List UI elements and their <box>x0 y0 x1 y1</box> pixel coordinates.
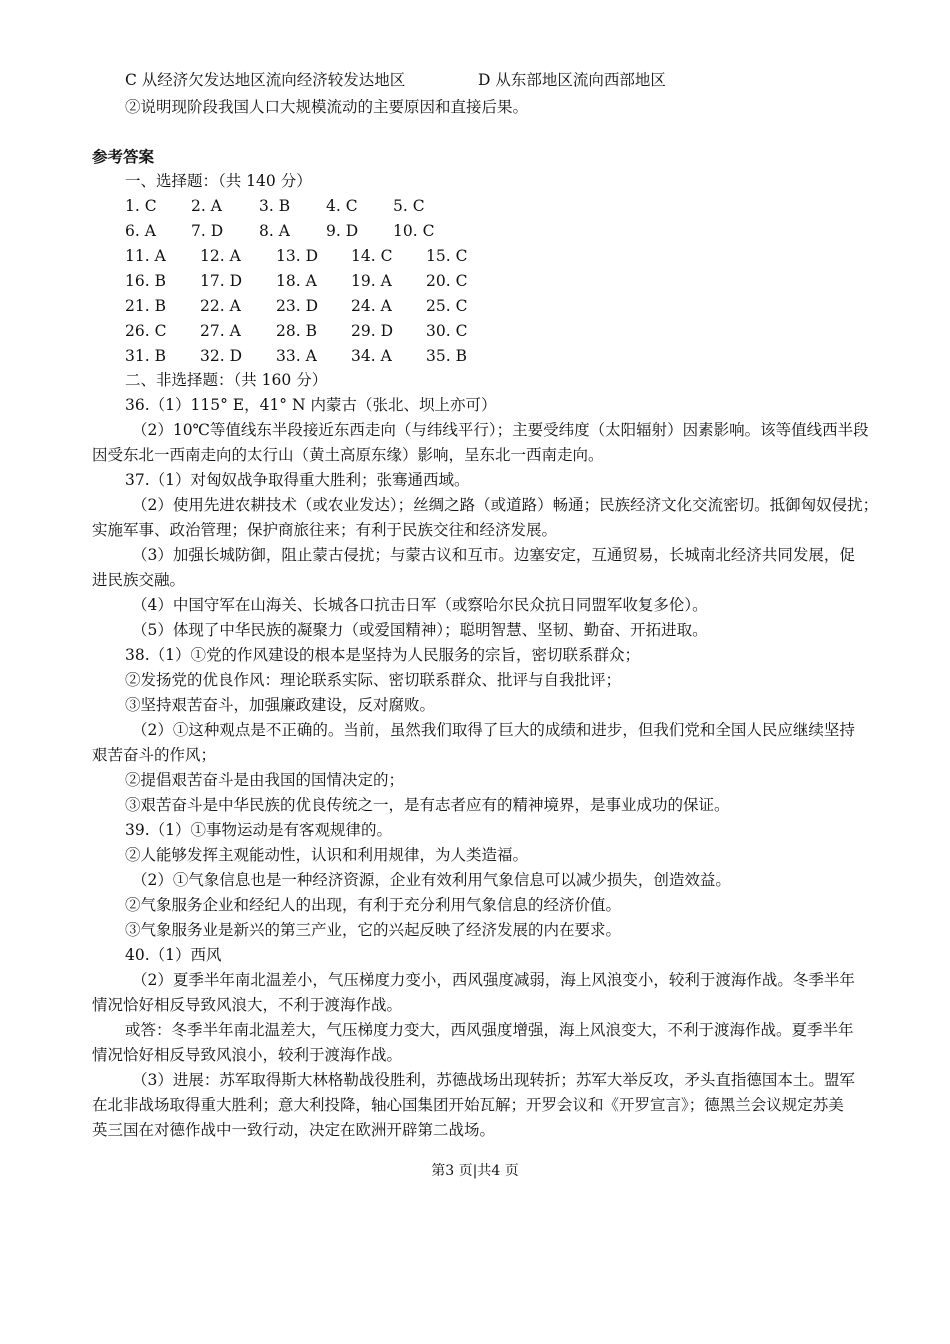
choice-answer: 30. C <box>426 322 468 340</box>
choice-answer: 33. A <box>276 347 317 365</box>
q39-part1-line2: ②人能够发挥主观能动性，认识和利用规律，为人类造福。 <box>125 846 529 864</box>
choice-answer: 21. B <box>125 297 166 315</box>
q36-part2-line2: 因受东北一西南走向的太行山（黄土高原东缘）影响，呈东北一西南走向。 <box>92 446 604 464</box>
page-footer: 第3 页|共4 页 <box>431 1163 519 1179</box>
q38-part2-line1: （2）①这种观点是不正确的。当前，虽然我们取得了巨大的成绩和进步，但我们党和全国人民应继续坚持 <box>132 721 855 739</box>
choice-answer: 2. A <box>191 197 222 215</box>
choice-answer: 18. A <box>276 272 317 290</box>
q39-part1-line1: 39.（1）①事物运动是有客观规律的。 <box>125 821 393 839</box>
choice-answer: 3. B <box>259 197 291 215</box>
q37-part4: （4）中国守军在山海关、长城各口抗击日军（或察哈尔民众抗日同盟军收复多伦）。 <box>132 596 708 614</box>
choice-answer: 23. D <box>276 297 319 315</box>
q40-part2-alt-line1: 或答：冬季半年南北温差大，气压梯度力变大，西风强度增强，海上风浪变大，不利于渡海作战。夏季半年 <box>125 1021 854 1039</box>
q36-part2-line1: （2）10℃等值线东半段接近东西走向（与纬线平行）；主要受纬度（太阳辐射）因素影响。该等值线西半段 <box>132 421 869 439</box>
q40-part3-line1: （3）进展：苏军取得斯大林格勒战役胜利，苏德战场出现转折；苏军大举反攻，矛头直指德国本土。盟军 <box>132 1071 855 1089</box>
q40-part2-line2: 情况恰好相反导致风浪大，不利于渡海作战。 <box>92 996 403 1014</box>
choice-answer: 34. A <box>351 347 392 365</box>
q40-part3-line3: 英三国在对德作战中一致行动，决定在欧洲开辟第二战场。 <box>92 1121 496 1139</box>
q40-part2-line1: （2）夏季半年南北温差小，气压梯度力变小，西风强度减弱，海上风浪变小，较利于渡海作战。冬季半年 <box>132 971 855 989</box>
choice-answer: 24. A <box>351 297 392 315</box>
choice-answer: 16. B <box>125 272 166 290</box>
choice-answer: 27. A <box>200 322 241 340</box>
q37-part2-line1: （2）使用先进农耕技术（或农业发达）；丝绸之路（或道路）畅通；民族经济文化交流密切。抵御匈奴侵扰； <box>132 496 879 514</box>
q39-part2-line3: ③气象服务业是新兴的第三产业，它的兴起反映了经济发展的内在要求。 <box>125 921 622 939</box>
section1-title: 一、选择题：（共 140 分） <box>125 172 312 190</box>
choice-answer: 26. C <box>125 322 167 340</box>
q38-part2-line3: ②提倡艰苦奋斗是由我国的国情决定的； <box>125 771 405 789</box>
q39-part2-line1: （2）①气象信息也是一种经济资源，企业有效利用气象信息可以减少损失，创造效益。 <box>132 871 731 889</box>
q38-part1-line1: 38.（1）①党的作风建设的根本是坚持为人民服务的宗旨，密切联系群众； <box>125 646 641 664</box>
q38-part1-line2: ②发扬党的优良作风：理论联系实际、密切联系群众、批评与自我批评； <box>125 671 622 689</box>
choice-answer: 22. A <box>200 297 241 315</box>
sub-question-2: ②说明现阶段我国人口大规模流动的主要原因和直接后果。 <box>125 98 529 116</box>
choice-answer: 19. A <box>351 272 392 290</box>
choice-answer: 35. B <box>426 347 467 365</box>
choice-answer: 6. A <box>125 222 156 240</box>
q40-part1: 40.（1）西风 <box>125 946 222 964</box>
q38-part2-line4: ③艰苦奋斗是中华民族的优良传统之一，是有志者应有的精神境界，是事业成功的保证。 <box>125 796 730 814</box>
choice-answer: 14. C <box>351 247 393 265</box>
choice-answer: 29. D <box>351 322 394 340</box>
choice-answer: 31. B <box>125 347 166 365</box>
choice-answer: 11. A <box>125 247 166 265</box>
q37-part1: 37.（1）对匈奴战争取得重大胜利；张骞通西域。 <box>125 471 470 489</box>
choice-answer: 8. A <box>259 222 290 240</box>
choice-answer: 32. D <box>200 347 243 365</box>
choice-answer: 28. B <box>276 322 317 340</box>
option-c: C 从经济欠发达地区流向经济较发达地区 <box>125 71 406 89</box>
choice-answer: 7. D <box>191 222 224 240</box>
q36-part1: 36.（1）115° E，41° N 内蒙古（张北、坝上亦可） <box>125 396 497 414</box>
q38-part2-line2: 艰苦奋斗的作风； <box>92 746 217 764</box>
choice-answer: 17. D <box>200 272 243 290</box>
q39-part2-line2: ②气象服务企业和经纪人的出现，有利于充分利用气象信息的经济价值。 <box>125 896 622 914</box>
choice-answer: 5. C <box>393 197 425 215</box>
q40-part2-alt-line2: 情况恰好相反导致风浪小，较利于渡海作战。 <box>92 1046 403 1064</box>
option-d: D 从东部地区流向西部地区 <box>478 71 666 89</box>
choice-answer: 15. C <box>426 247 468 265</box>
answers-heading: 参考答案 <box>92 147 155 166</box>
choice-answer: 9. D <box>326 222 359 240</box>
q40-part3-line2: 在北非战场取得重大胜利；意大利投降，轴心国集团开始瓦解；开罗会议和《开罗宣言》；德黑兰会议规定苏美 <box>92 1096 844 1114</box>
q37-part5: （5）体现了中华民族的凝聚力（或爱国精神）；聪明智慧、坚韧、勤奋、开拓进取。 <box>132 621 708 639</box>
choice-answer: 1. C <box>125 197 157 215</box>
choice-answer: 12. A <box>200 247 241 265</box>
q37-part3-line1: （3）加强长城防御，阻止蒙古侵扰；与蒙古议和互市。边塞安定，互通贸易，长城南北经济共同发展，促 <box>132 546 855 564</box>
choice-answer: 4. C <box>326 197 358 215</box>
choice-answer: 10. C <box>393 222 435 240</box>
section2-title: 二、非选择题：（共 160 分） <box>125 371 328 389</box>
q38-part1-line3: ③坚持艰苦奋斗，加强廉政建设，反对腐败。 <box>125 696 436 714</box>
q37-part3-line2: 进民族交融。 <box>92 571 186 589</box>
choice-answer: 13. D <box>276 247 319 265</box>
q37-part2-line2: 实施军事、政治管理；保护商旅往来；有利于民族交往和经济发展。 <box>92 521 558 539</box>
choice-answer: 25. C <box>426 297 468 315</box>
choice-answer: 20. C <box>426 272 468 290</box>
